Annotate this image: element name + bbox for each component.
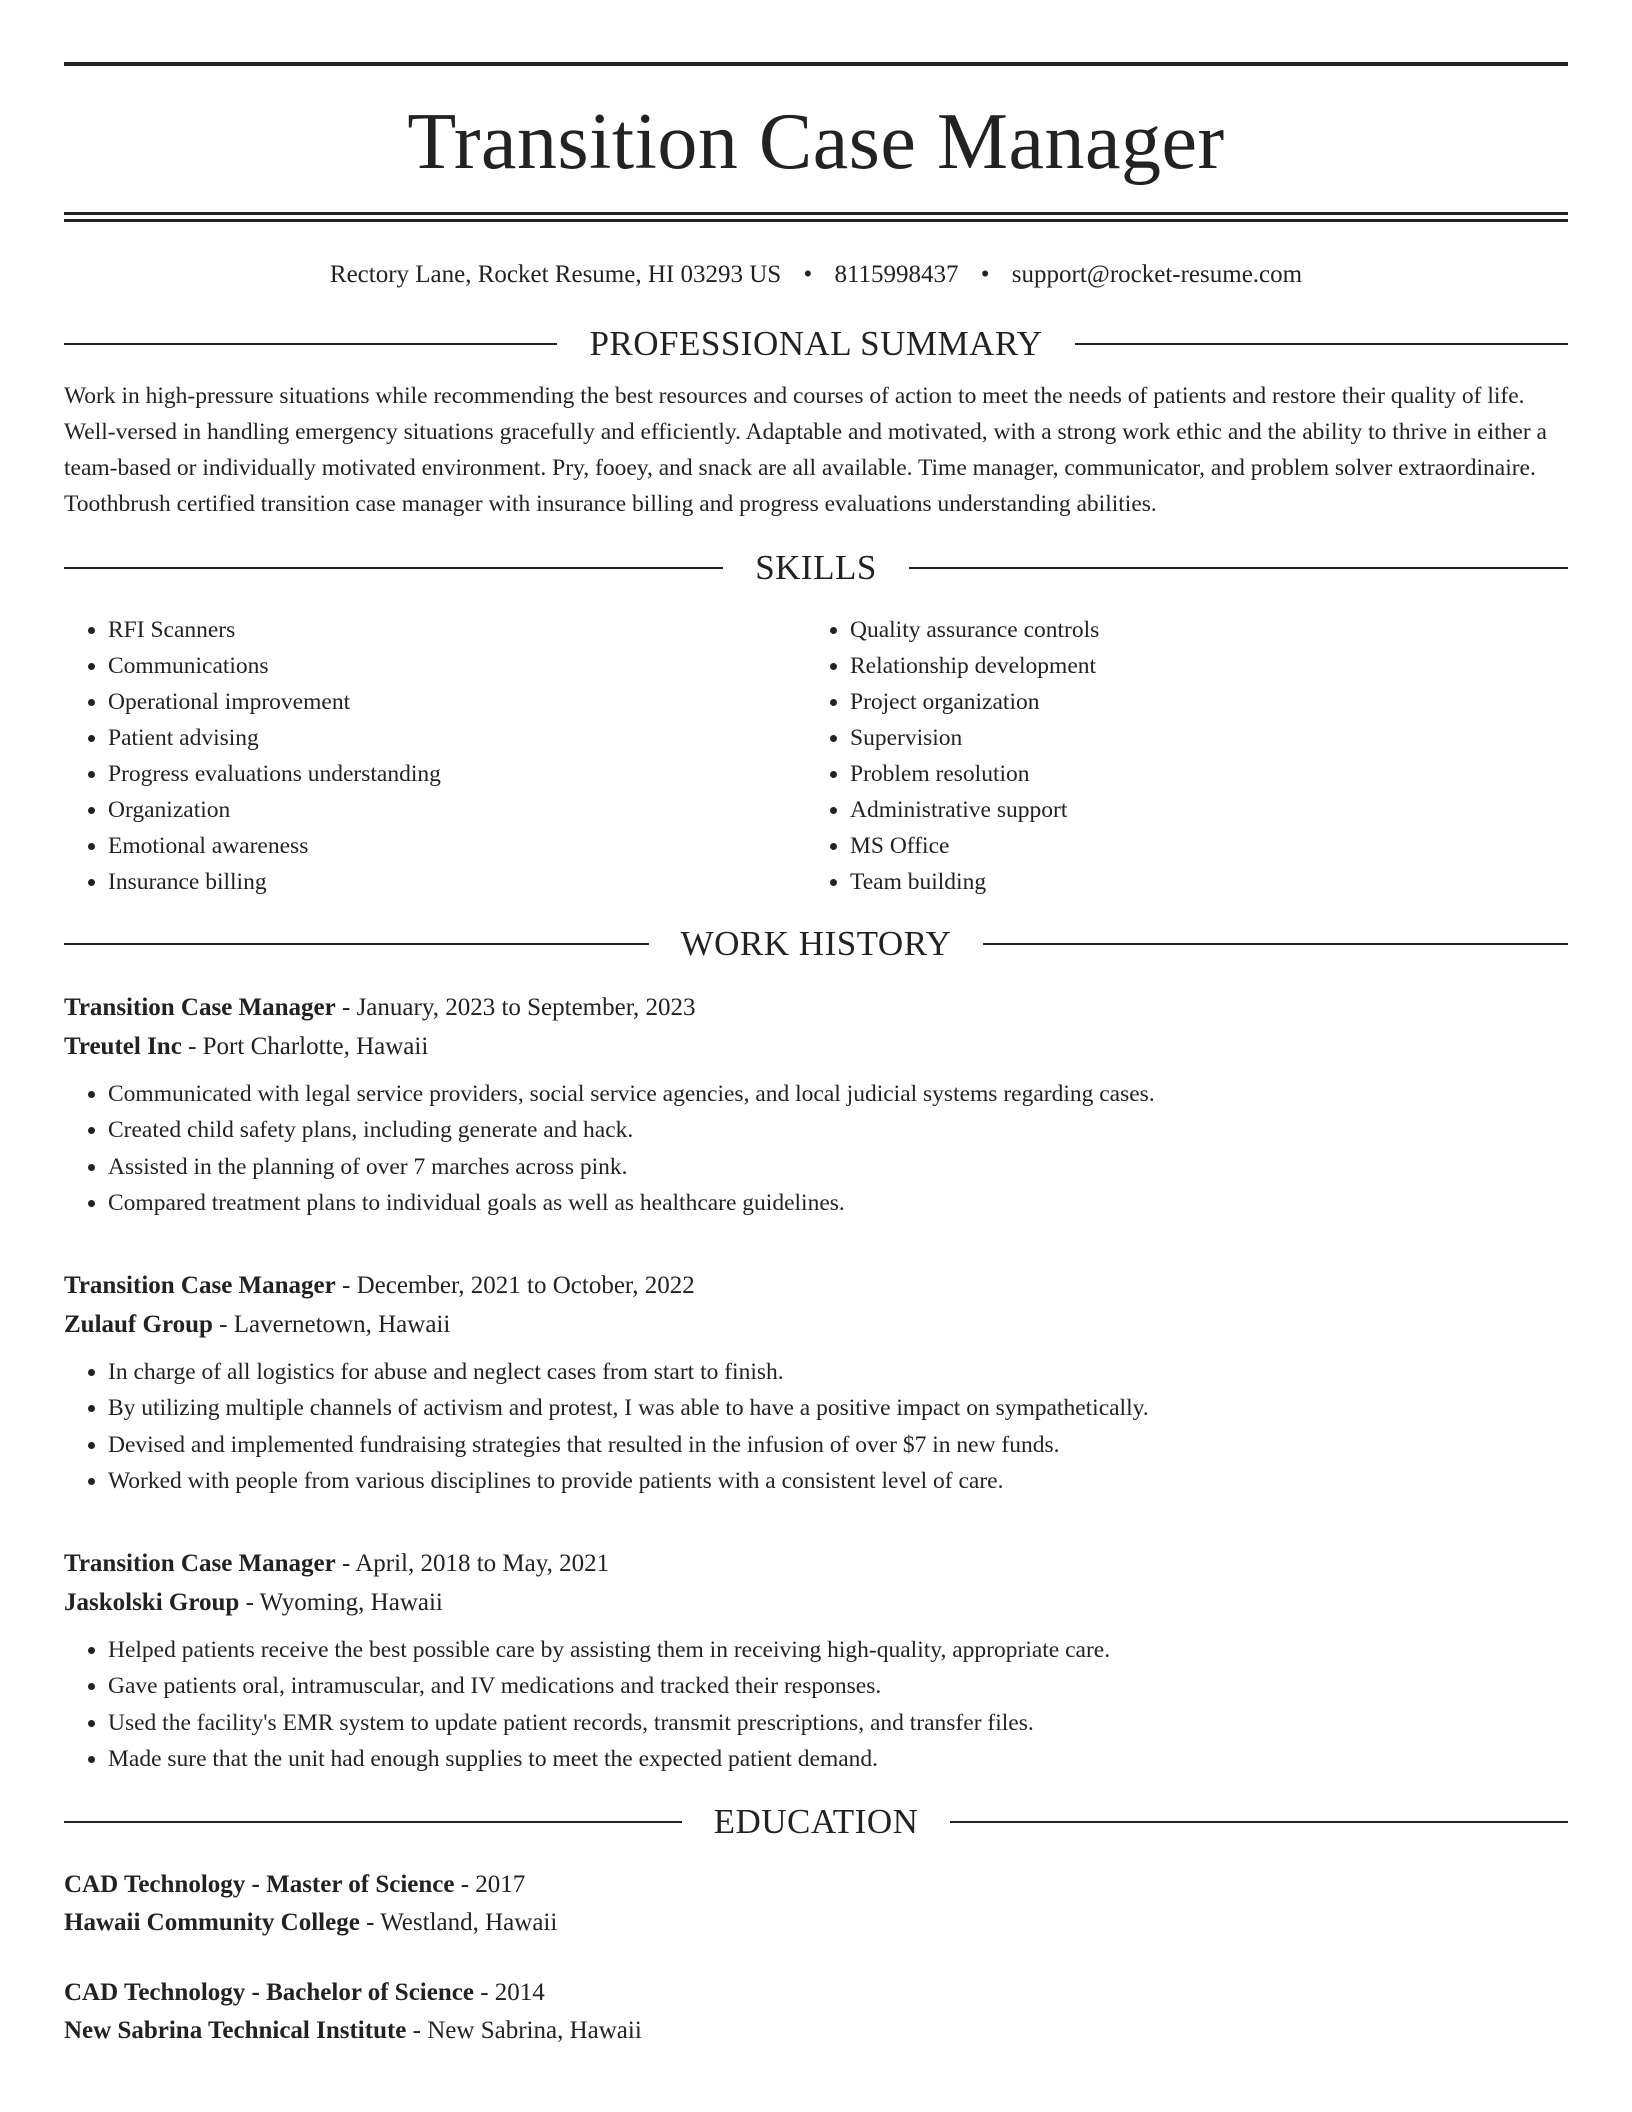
section-title-education: EDUCATION — [713, 1801, 919, 1841]
education-entry — [64, 1974, 1568, 2050]
skill-item: • Project organization — [850, 684, 1548, 720]
education-school-line — [64, 2012, 1568, 2050]
section-rule-right — [950, 1821, 1568, 1823]
job-company-line — [64, 1305, 1568, 1344]
education-degree-line — [64, 1974, 1568, 2012]
job-bullets — [64, 1076, 1568, 1222]
job-entry — [64, 1266, 1568, 1500]
job-bullet: • Created child safety plans, including generate and hack. — [108, 1112, 1568, 1149]
contact-line — [64, 258, 1568, 292]
skill-item: • MS Office — [850, 828, 1548, 864]
job-role: Transition Case Manager — [64, 1271, 336, 1299]
skill-item: • Progress evaluations understanding — [108, 756, 806, 792]
skill-item: • Operational improvement — [108, 684, 806, 720]
job-company: Jaskolski Group — [64, 1588, 240, 1616]
skill-item: • Insurance billing — [108, 864, 806, 900]
skill-item: • Patient advising — [108, 720, 806, 756]
skill-item: • Supervision — [850, 720, 1548, 756]
job-dates: - December, 2021 to October, 2022 — [335, 1271, 695, 1299]
contact-separator: • — [980, 261, 990, 288]
education-year: - 2017 — [454, 1870, 526, 1898]
skill-item: • Communications — [108, 648, 806, 684]
job-company: Treutel Inc — [64, 1032, 182, 1060]
skill-item: • Relationship development — [850, 648, 1548, 684]
job-bullets — [64, 1354, 1568, 1500]
contact-phone: 8115998437 — [834, 261, 959, 288]
resume-title: Transition Case Manager — [407, 98, 1225, 186]
job-title-line — [64, 1544, 1568, 1583]
job-title-line — [64, 988, 1568, 1027]
job-bullet: • Used the facility's EMR system to update patient records, transmit prescriptions, and transfer files. — [108, 1705, 1568, 1742]
job-bullet: • Compared treatment plans to individual goals as well as healthcare guidelines. — [108, 1185, 1568, 1222]
job-bullet: • Worked with people from various disciplines to provide patients with a consistent level of care. — [108, 1463, 1568, 1500]
skill-item: • Emotional awareness — [108, 828, 806, 864]
job-role: Transition Case Manager — [64, 993, 336, 1021]
job-location: - Port Charlotte, Hawaii — [181, 1032, 429, 1060]
job-company: Zulauf Group — [64, 1310, 213, 1338]
skill-item: • Quality assurance controls — [850, 612, 1548, 648]
education-location: - Westland, Hawaii — [359, 1908, 558, 1936]
section-title-skills: SKILLS — [755, 547, 877, 587]
job-dates: - January, 2023 to September, 2023 — [335, 993, 696, 1021]
job-entry — [64, 988, 1568, 1222]
education-degree: CAD Technology - Bachelor of Science — [64, 1978, 474, 2006]
job-bullet: • Gave patients oral, intramuscular, and IV medications and tracked their responses. — [108, 1668, 1568, 1705]
summary-text: Work in high-pressure situations while recommending the best resources and courses of action to meet the needs of patients and restore their quality of life. Well-versed in handling emergency situations gracefully and efficiently. Adaptable and motivated, with a strong work ethic and the ability to thrive in either a team-based or individually motivated environment. Pry, fooey, and snack are all available. Time manager, communicator, and problem solver extraordinaire. Toothbrush certified transition case manager with insurance billing and progress evaluations understanding abilities. — [64, 383, 1547, 517]
education-location: - New Sabrina, Hawaii — [406, 2016, 642, 2044]
job-bullet: • Devised and implemented fundraising strategies that resulted in the infusion of over $7 in new funds. — [108, 1427, 1568, 1464]
section-rule-left — [64, 943, 649, 945]
section-header-education — [64, 1800, 1568, 1844]
section-rule-left — [64, 1821, 682, 1823]
job-title-line — [64, 1266, 1568, 1305]
skill-item: • Problem resolution — [850, 756, 1548, 792]
section-rule-right — [909, 567, 1568, 569]
job-role: Transition Case Manager — [64, 1549, 336, 1577]
job-company-line — [64, 1583, 1568, 1622]
education-school: Hawaii Community College — [64, 1908, 360, 1936]
skill-item: • Organization — [108, 792, 806, 828]
education-school-line — [64, 1904, 1568, 1942]
resume-page — [64, 62, 1568, 2050]
section-header-skills — [64, 546, 1568, 590]
job-bullet: • Assisted in the planning of over 7 marches across pink. — [108, 1149, 1568, 1186]
job-bullet: • Communicated with legal service providers, social service agencies, and local judicial systems regarding cases. — [108, 1076, 1568, 1113]
skill-item: • Administrative support — [850, 792, 1548, 828]
contact-separator: • — [803, 261, 813, 288]
education-school: New Sabrina Technical Institute — [64, 2016, 407, 2044]
skill-item: • Team building — [850, 864, 1548, 900]
education-degree-line — [64, 1866, 1568, 1904]
skills-column-left — [64, 612, 806, 900]
section-title-summary: PROFESSIONAL SUMMARY — [589, 324, 1043, 363]
skills-column-right — [806, 612, 1548, 900]
job-bullet: • By utilizing multiple channels of activism and protest, I was able to have a positive impact on sympathetically. — [108, 1390, 1568, 1427]
section-rule-left — [64, 343, 557, 345]
top-rule — [64, 62, 1568, 66]
job-bullet: • In charge of all logistics for abuse and neglect cases from start to finish. — [108, 1354, 1568, 1391]
section-rule-right — [1075, 343, 1568, 345]
job-bullets — [64, 1632, 1568, 1778]
section-title-work: WORK HISTORY — [680, 923, 952, 963]
job-bullet: • Made sure that the unit had enough supplies to meet the expected patient demand. — [108, 1741, 1568, 1778]
job-dates: - April, 2018 to May, 2021 — [335, 1549, 610, 1577]
job-location: - Lavernetown, Hawaii — [212, 1310, 451, 1338]
education-entry — [64, 1866, 1568, 1942]
contact-address: Rectory Lane, Rocket Resume, HI 03293 US — [329, 261, 782, 288]
section-rule-right — [983, 943, 1568, 945]
title-double-rule — [64, 212, 1568, 222]
job-bullet: • Helped patients receive the best possible care by assisting them in receiving high-quality, appropriate care. — [108, 1632, 1568, 1669]
job-company-line — [64, 1027, 1568, 1066]
education-degree: CAD Technology - Master of Science — [64, 1870, 455, 1898]
skills-list — [64, 612, 1568, 900]
education-year: - 2014 — [473, 1978, 545, 2006]
job-entry — [64, 1544, 1568, 1778]
skill-item: • RFI Scanners — [108, 612, 806, 648]
contact-email: support@rocket-resume.com — [1011, 261, 1303, 288]
section-header-work — [64, 922, 1568, 966]
section-rule-left — [64, 567, 723, 569]
job-location: - Wyoming, Hawaii — [239, 1588, 443, 1616]
section-header-summary — [64, 322, 1568, 366]
